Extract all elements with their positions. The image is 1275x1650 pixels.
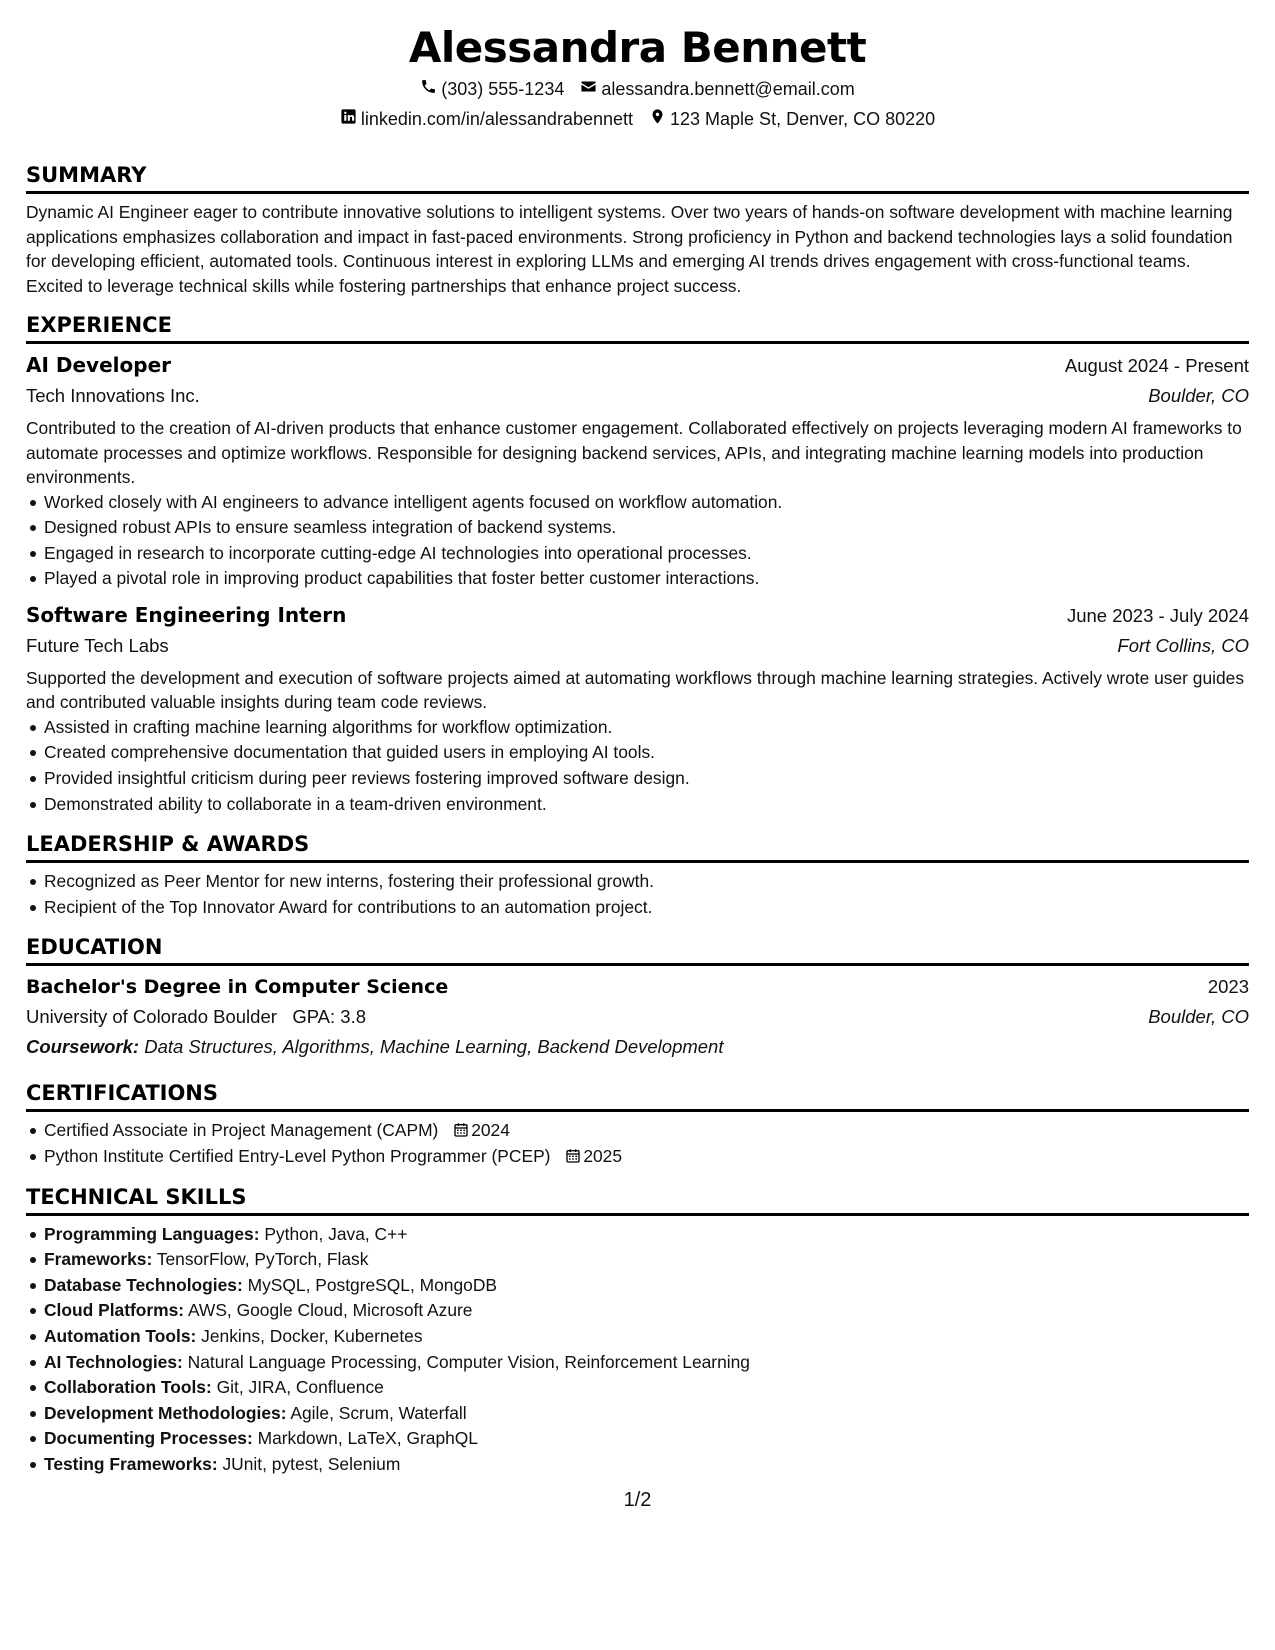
skill-value: TensorFlow, PyTorch, Flask (156, 1249, 369, 1270)
job-location: Fort Collins, CO (1117, 634, 1249, 656)
skill-value: Jenkins, Docker, Kubernetes (201, 1326, 423, 1346)
job-bullets (26, 490, 1249, 592)
school-name: University of Colorado Boulder (26, 1006, 277, 1028)
skill-item (26, 1426, 1249, 1452)
skill-value: Natural Language Processing, Computer Vision, Reinforcement Learning (187, 1351, 750, 1372)
certification-list (26, 1118, 1249, 1169)
section-divider (26, 1213, 1249, 1216)
skill-value: Git, JIRA, Confluence (216, 1377, 384, 1398)
calendar-icon (555, 1146, 583, 1166)
leadership-bullets (26, 869, 1249, 920)
calendar-icon (443, 1120, 471, 1140)
section-divider (26, 860, 1249, 863)
experience-section (26, 312, 1249, 817)
list-item: Recognized as Peer Mentor for new interns, fostering their professional growth. (26, 869, 1249, 895)
job-date: August 2024 - Present (1064, 355, 1249, 376)
skill-item (26, 1222, 1249, 1248)
skill-label: Cloud Platforms: (44, 1300, 185, 1321)
skill-item (26, 1401, 1249, 1427)
job-company: Future Tech Labs (26, 634, 169, 656)
job-title: AI Developer (26, 353, 171, 377)
section-divider (26, 963, 1249, 966)
skill-label: Development Methodologies: (44, 1402, 287, 1423)
job-location: Boulder, CO (1148, 385, 1249, 406)
skills-section (26, 1184, 1249, 1478)
certification-name: Python Institute Certified Entry-Level Python Programmer (PCEP) (44, 1146, 551, 1167)
skill-item (26, 1324, 1249, 1350)
leadership-section (26, 831, 1249, 920)
list-item: Recipient of the Top Innovator Award for contributions to an automation project. (26, 895, 1249, 921)
job-org-row (26, 631, 1249, 661)
skill-item (26, 1452, 1249, 1478)
certifications-section (26, 1080, 1249, 1169)
list-item: Designed robust APIs to ensure seamless integration of backend systems. (26, 515, 1249, 541)
education-section (26, 934, 1249, 1062)
skill-label: Automation Tools: (44, 1326, 197, 1346)
skill-value: Markdown, LaTeX, GraphQL (257, 1428, 478, 1449)
job-entry (26, 600, 1249, 817)
skill-value: Python, Java, C++ (264, 1223, 408, 1244)
skill-value: JUnit, pytest, Selenium (222, 1453, 401, 1474)
skill-item (26, 1273, 1249, 1299)
section-divider (26, 341, 1249, 344)
contact-line-1 (26, 74, 1249, 104)
coursework-list: Data Structures, Algorithms, Machine Learning, Backend Development (144, 1036, 724, 1058)
job-description: Supported the development and execution of software projects aimed at automating workflows through machine learning strategies. Actively wrote user guides and contributed valuable insights during team code reviews. (26, 667, 1245, 713)
list-item: Provided insightful criticism during peer reviews fostering improved software design. (26, 766, 1249, 792)
phone-number: (303) 555-1234 (441, 79, 565, 99)
skill-label: AI Technologies: (44, 1351, 183, 1372)
degree-row (26, 972, 1249, 1002)
school-location: Boulder, CO (1148, 1006, 1249, 1028)
section-title: EDUCATION (26, 935, 163, 960)
job-bullets (26, 715, 1249, 817)
gpa: GPA: 3.8 (292, 1006, 367, 1028)
list-item: Created comprehensive documentation that guided users in employing AI tools. (26, 740, 1249, 766)
graduation-year: 2023 (1207, 976, 1249, 998)
list-item: Assisted in crafting machine learning algorithms for workflow optimization. (26, 715, 1249, 741)
skill-label: Collaboration Tools: (44, 1377, 212, 1398)
phone-icon (420, 74, 437, 104)
list-item (26, 1118, 1249, 1144)
skill-item (26, 1247, 1249, 1273)
linkedin-url[interactable]: linkedin.com/in/alessandrabennett (360, 109, 633, 129)
section-divider (26, 191, 1249, 194)
school-info (26, 1002, 366, 1032)
coursework (26, 1032, 1249, 1062)
section-title: EXPERIENCE (26, 313, 172, 337)
list-item: Worked closely with AI engineers to advance intelligent agents focused on workflow automation. (26, 490, 1249, 516)
linkedin-icon (340, 104, 357, 134)
skill-item (26, 1298, 1249, 1324)
coursework-label: Coursework: (26, 1036, 140, 1058)
job-title: Software Engineering Intern (26, 602, 347, 627)
skills-list (26, 1222, 1249, 1478)
section-title: TECHNICAL SKILLS (26, 1184, 247, 1209)
list-item (26, 1144, 1249, 1170)
summary-text: Dynamic AI Engineer eager to contribute innovative solutions to intelligent systems. Over two years of hands-on software development with machine learning applications emphasizes collaboration and impact in fast-paced environments. Strong proficiency in Python and backend technologies lays a solid foundation for developing efficient, automated tools. Continuous interest in exploring LLMs and emerging AI trends drives engagement with cross-functional teams. Excited to leverage technical skills while fostering partnerships that enhance project success. (26, 202, 1233, 296)
certification-year: 2024 (471, 1120, 510, 1141)
skill-value: MySQL, PostgreSQL, MongoDB (247, 1274, 497, 1295)
job-org-row (26, 381, 1249, 411)
contact-line-2 (26, 104, 1249, 134)
skill-value: AWS, Google Cloud, Microsoft Azure (187, 1300, 473, 1321)
job-header-row (26, 350, 1249, 381)
job-header-row (26, 600, 1249, 631)
address-contact (649, 104, 935, 134)
list-item: Engaged in research to incorporate cutting-edge AI technologies into operational processes. (26, 541, 1249, 567)
email-contact[interactable] (580, 74, 854, 104)
job-description: Contributed to the creation of AI-driven products that enhance customer engagement. Collaborated effectively on projects leveraging modern AI frameworks to automate processes and optimize workflows. Responsible for designing backend services, APIs, and integrating machine learning models into production environments. (26, 418, 1242, 487)
skill-label: Frameworks: (44, 1249, 153, 1270)
resume-page (26, 22, 1249, 1478)
email-address[interactable]: alessandra.bennett@email.com (601, 79, 855, 99)
summary-section (26, 162, 1249, 298)
section-title: LEADERSHIP & AWARDS (26, 832, 310, 857)
phone-contact (420, 74, 564, 104)
section-title: CERTIFICATIONS (26, 1081, 219, 1106)
list-item: Played a pivotal role in improving product capabilities that foster better customer interactions. (26, 566, 1249, 592)
degree-name: Bachelor's Degree in Computer Science (26, 976, 449, 999)
certification-year: 2025 (583, 1146, 622, 1167)
candidate-name: Alessandra Bennett (408, 23, 867, 72)
skill-item (26, 1350, 1249, 1376)
job-company: Tech Innovations Inc. (26, 385, 200, 406)
school-row (26, 1002, 1249, 1032)
certification-name: Certified Associate in Project Management (CAPM) (44, 1120, 439, 1141)
skill-label: Testing Frameworks: (44, 1453, 218, 1474)
skill-label: Database Technologies: (44, 1274, 243, 1295)
linkedin-contact[interactable] (340, 104, 633, 134)
job-entry (26, 350, 1249, 592)
skill-label: Programming Languages: (44, 1223, 260, 1244)
envelope-icon (580, 74, 597, 104)
map-pin-icon (649, 104, 666, 134)
resume-header (26, 22, 1249, 134)
street-address: 123 Maple St, Denver, CO 80220 (670, 109, 936, 129)
list-item: Demonstrated ability to collaborate in a team-driven environment. (26, 792, 1249, 818)
job-date: June 2023 - July 2024 (1066, 604, 1249, 626)
skill-value: Agile, Scrum, Waterfall (290, 1402, 467, 1423)
skill-label: Documenting Processes: (44, 1428, 253, 1449)
section-divider (26, 1109, 1249, 1112)
skill-item (26, 1375, 1249, 1401)
section-title: SUMMARY (26, 163, 147, 187)
page-number: 1/2 (623, 1489, 652, 1511)
